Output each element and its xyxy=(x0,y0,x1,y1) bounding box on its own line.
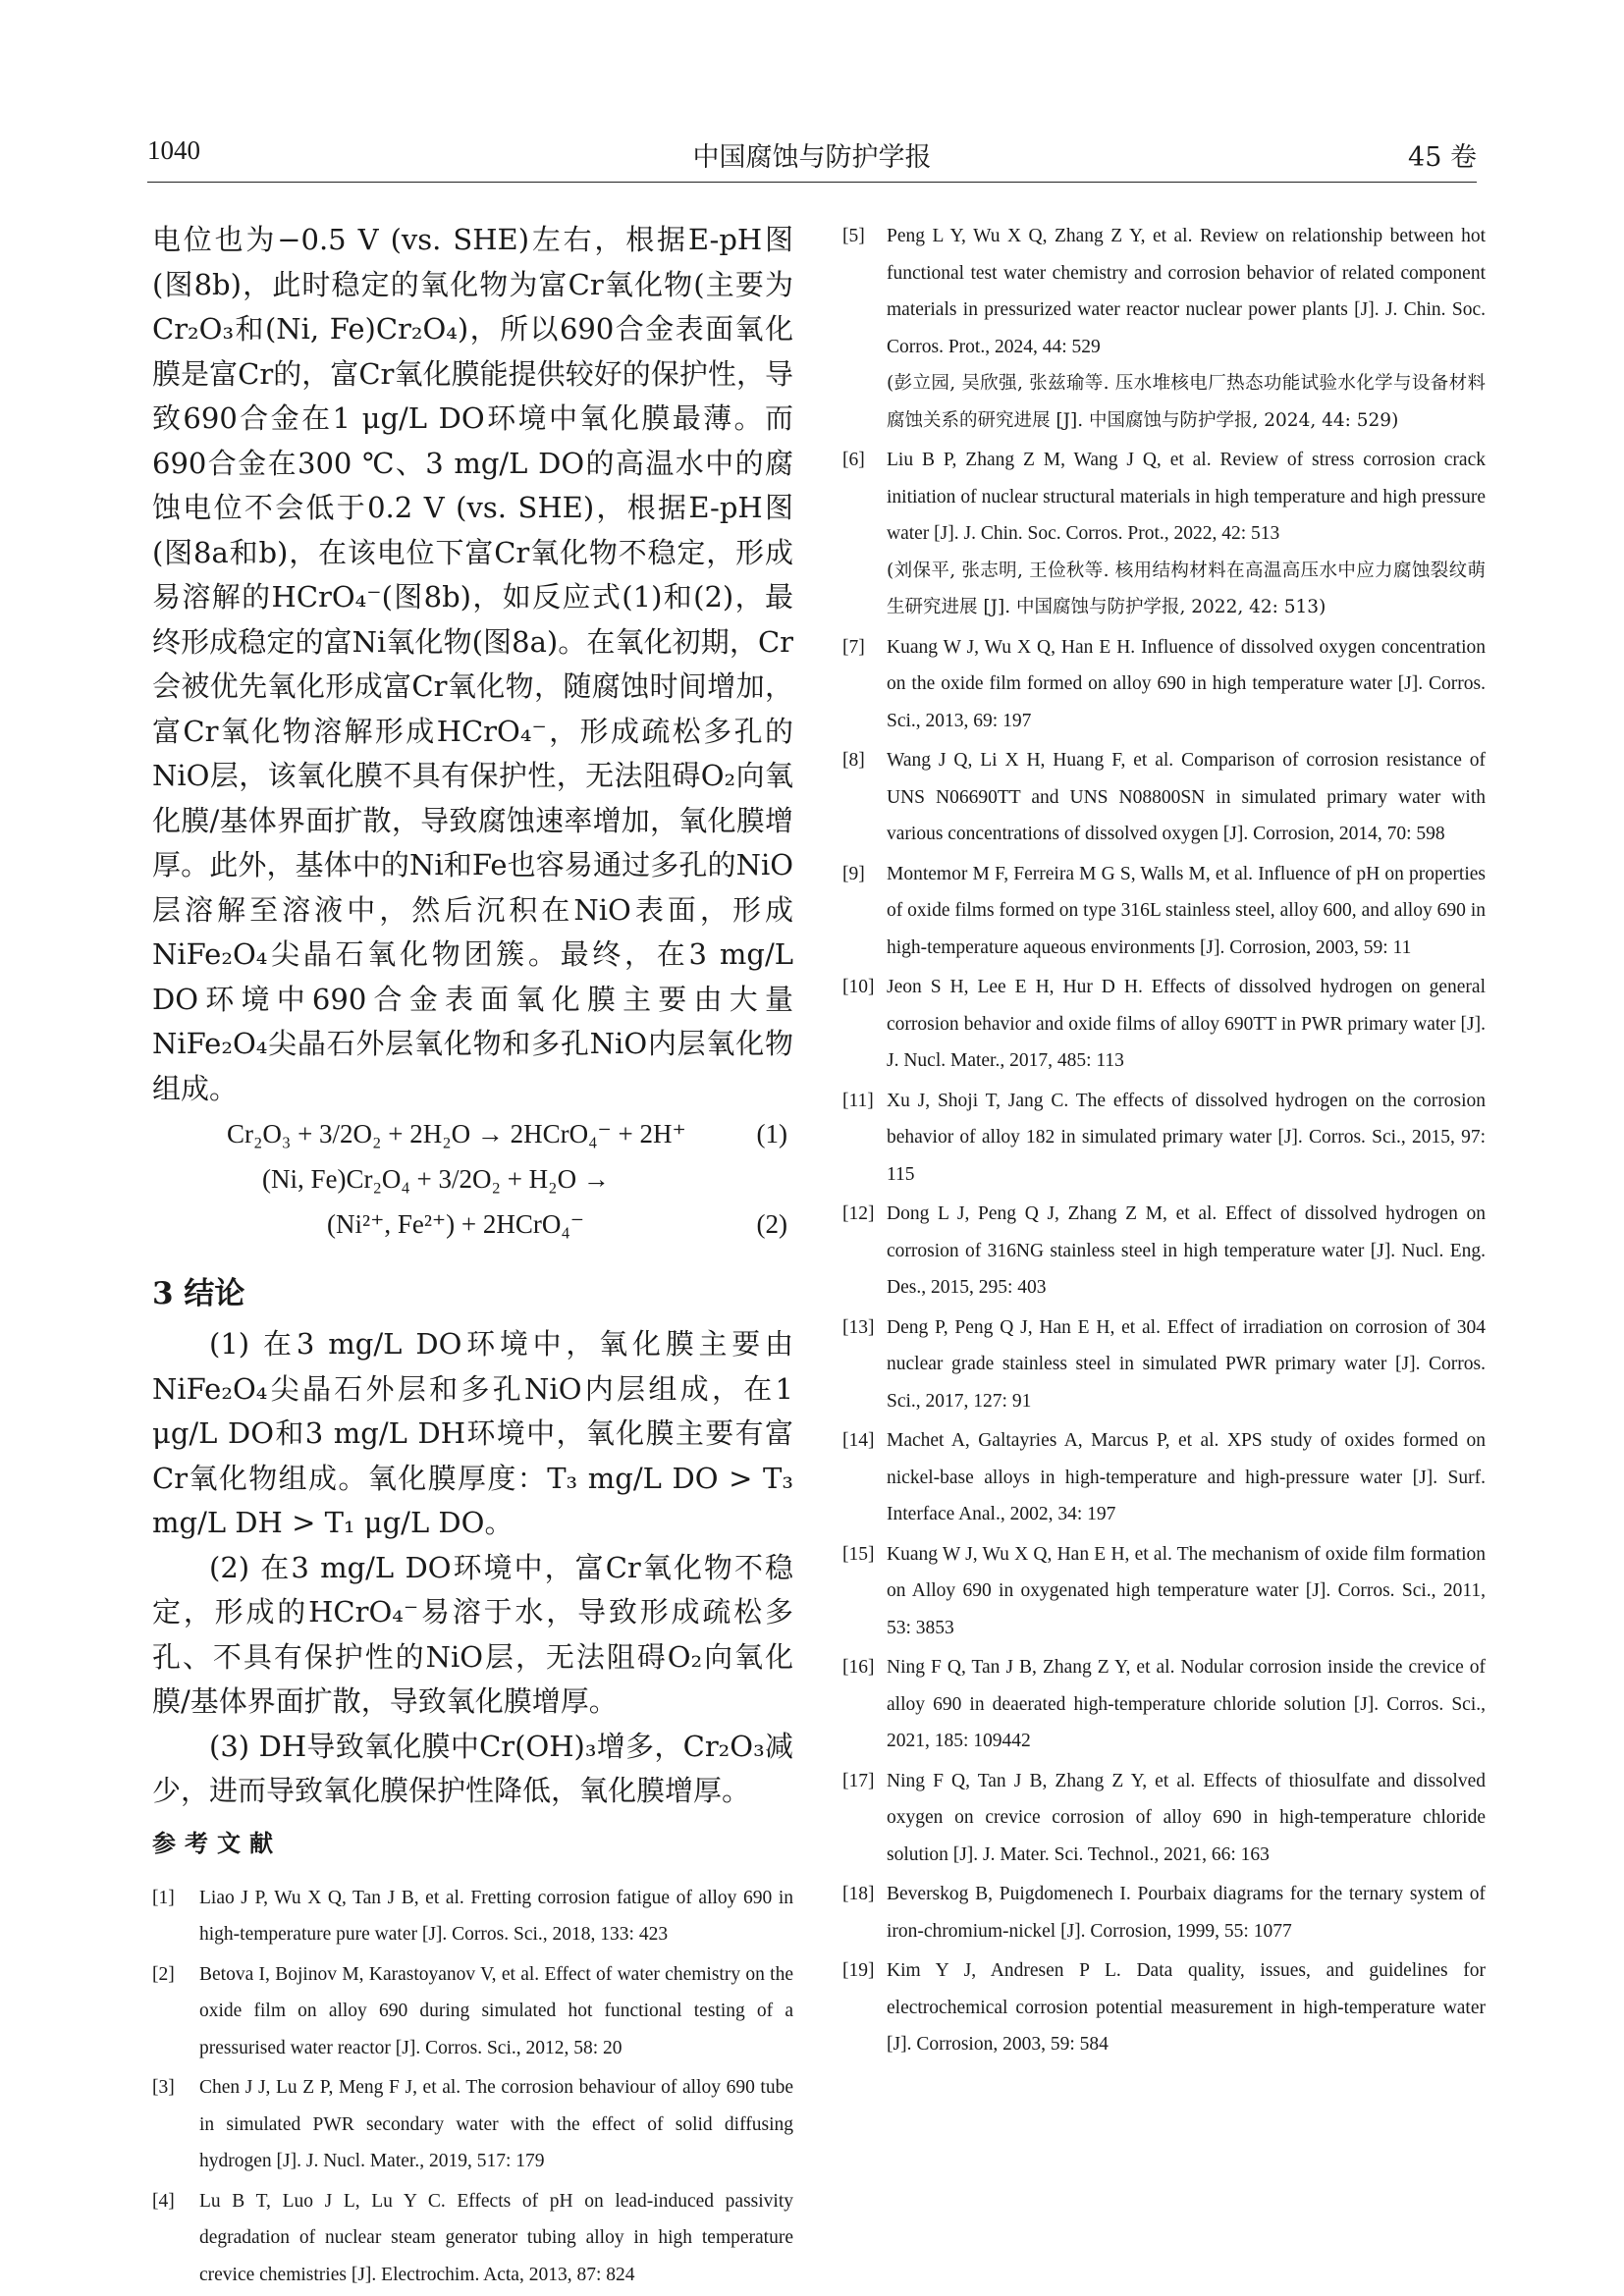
reference-item: [4] Lu B T, Luo J L, Lu Y C. Effects of pH on lead-induced passivity degradation of nuclear steam generator tubing alloy in high temperature crevice chemistries [J]. Electrochim. Acta, 2013, 87: 824 xyxy=(152,2190,793,2285)
equation-1-text: Cr₂O₃ + 3/2O₂ + 2H₂O → 2HCrO₄⁻ + 2H⁺ xyxy=(227,1119,686,1148)
reference-item: [8] Wang J Q, Li X H, Huang F, et al. Comparison of corrosion resistance of UNS N06690TT and UNS N08800SN in simulated primary water with various concentrations of dissolved oxygen [J]. Corrosion, 2014, 70: 598 xyxy=(842,750,1486,844)
page-number: 1040 xyxy=(147,135,200,165)
equation-2-line-2 xyxy=(152,1203,793,1249)
reference-item: [6] Liu B P, Zhang Z M, Wang J Q, et al. Review of stress corrosion crack initiation of nuclear structural materials in high temperature and high pressure water [J]. J. Chin. Soc. Corros. Prot., 2022, 42: 513 (刘保平, 张志明, 王俭秋等. 核用结构材料在高温高压水中应力腐蚀裂纹萌生研究进展 [J]. 中国腐蚀与防护学报, 2022, 42: 513) xyxy=(842,450,1486,617)
reference-list-left xyxy=(152,1880,793,2294)
reference-item: [13] Deng P, Peng Q J, Han E H, et al. Effect of irradiation on corrosion of 304 nuclear grade stainless steel in simulated PWR primary water [J]. Corros. Sci., 2017, 127: 91 xyxy=(842,1316,1486,1412)
reference-item: [5] Peng L Y, Wu X Q, Zhang Z Y, et al. Review on relationship between hot functional test water chemistry and corrosion behavior of related component materials in pressurized water reactor nuclear power plants [J]. J. Chin. Soc. Corros. Prot., 2024, 44: 529 (彭立园, 吴欣强, 张兹瑜等. 压水堆核电厂热态功能试验水化学与设备材料腐蚀关系的研究进展 [J]. 中国腐蚀与防护学报, 2024, 44: 529) xyxy=(842,226,1486,431)
reference-item: [17] Ning F Q, Tan J B, Zhang Z Y, et al. Effects of thiosulfate and dissolved oxygen on crevice corrosion of alloy 690 in high-temperature chloride solution [J]. J. Mater. Sci. Technol., 2021, 66: 163 xyxy=(842,1770,1486,1865)
equation-2-number: (2) xyxy=(756,1209,787,1239)
header-rule xyxy=(147,182,1477,183)
right-column xyxy=(842,218,1486,2066)
reference-item: [1] Liao J P, Wu X Q, Tan J B, et al. Fretting corrosion fatigue of alloy 690 in high-temperature pure water [J]. Corros. Sci., 2018, 133: 423 xyxy=(152,1887,793,1945)
reference-item: [18] Beverskog B, Puigdomenech I. Pourbaix diagrams for the ternary system of iron-chromium-nickel [J]. Corrosion, 1999, 55: 1077 xyxy=(842,1884,1486,1942)
body-paragraph: 电位也为−0.5 V (vs. SHE)左右，根据E-pH图(图8b)，此时稳定的氧化物为富Cr氧化物(主要为Cr₂O₃和(Ni, Fe)Cr₂O₄)，所以690合金表面氧化膜是富Cr的，富Cr氧化膜能提供较好的保护性，导致690合金在1 μg/L DO环境中氧化膜最薄。而690合金在300 ℃、3 mg/L DO的高温水中的腐蚀电位不会低于0.2 V (vs. SHE)，根据E-pH图(图8a和b)，在该电位下富Cr氧化物不稳定，形成易溶解的HCrO₄⁻(图8b)，如反应式(1)和(2)，最终形成稳定的富Ni氧化物(图8a)。在氧化初期，Cr会被优先氧化形成富Cr氧化物，随腐蚀时间增加，富Cr氧化物溶解形成HCrO₄⁻，形成疏松多孔的NiO层，该氧化膜不具有保护性，无法阻碍O₂向氧化膜/基体界面扩散，导致腐蚀速率增加，氧化膜增厚。此外，基体中的Ni和Fe也容易通过多孔的NiO层溶解至溶液中，然后沉积在NiO表面，形成NiFe₂O₄尖晶石氧化物团簇。最终，在3 mg/L DO环境中690合金表面氧化膜主要由大量NiFe₂O₄尖晶石外层氧化物和多孔NiO内层氧化物组成。 xyxy=(152,223,793,1105)
equation-1-number: (1) xyxy=(756,1119,787,1148)
reference-item: [15] Kuang W J, Wu X Q, Han E H, et al. The mechanism of oxide film formation on Alloy 690 in oxygenated high temperature water [J]. Corros. Sci., 2011, 53: 3853 xyxy=(842,1543,1486,1638)
conclusion-1: (1) 在3 mg/L DO环境中，氧化膜主要由NiFe₂O₄尖晶石外层和多孔NiO内层组成，在1 μg/L DO和3 mg/L DH环境中，氧化膜主要有富Cr氧化物组成。氧化膜厚度：T₃ mg/L DO > T₃ mg/L DH > T₁ μg/L DO。 xyxy=(152,1327,793,1539)
conclusion-3: (3) DH导致氧化膜中Cr(OH)₃增多，Cr₂O₃减少，进而导致氧化膜保护性降低，氧化膜增厚。 xyxy=(152,1729,793,1807)
journal-title: 中国腐蚀与防护学报 xyxy=(692,142,932,173)
page-header xyxy=(147,135,1477,175)
conclusion-2: (2) 在3 mg/L DO环境中，富Cr氧化物不稳定，形成的HCrO₄⁻易溶于水，导致形成疏松多孔、不具有保护性的NiO层，无法阻碍O₂向氧化膜/基体界面扩散，导致氧化膜增厚。 xyxy=(152,1550,793,1718)
reference-item: [9] Montemor M F, Ferreira M G S, Walls M, et al. Influence of pH on properties of oxide films formed on type 316L stainless steel, alloy 600, and alloy 690 in high-temperature aqueous environments [J]. Corrosion, 2003, 59: 11 xyxy=(842,863,1486,958)
reference-item: [2] Betova I, Bojinov M, Karastoyanov V, et al. Effect of water chemistry on the oxide film on alloy 690 during simulated hot functional testing of a pressurised water reactor [J]. Corros. Sci., 2012, 58: 20 xyxy=(152,1963,793,2058)
equation-2-text-b: (Ni²⁺, Fe²⁺) + 2HCrO₄⁻ xyxy=(327,1209,585,1239)
left-column xyxy=(152,218,793,2296)
section-heading: 3 结论 xyxy=(152,1276,245,1311)
reference-item: [3] Chen J J, Lu Z P, Meng F J, et al. The corrosion behaviour of alloy 690 tube in simulated PWR secondary water with the effect of solid diffusing hydrogen [J]. J. Nucl. Mater., 2019, 517: 179 xyxy=(152,2077,793,2171)
reference-item: [11] Xu J, Shoji T, Jang C. The effects of dissolved hydrogen on the corrosion behavior of alloy 182 in simulated primary water [J]. Corros. Sci., 2015, 97: 115 xyxy=(842,1090,1486,1185)
reference-item: [14] Machet A, Galtayries A, Marcus P, et al. XPS study of oxides formed on nickel-base alloys in high-temperature and high-pressure water [J]. Surf. Interface Anal., 2002, 34: 197 xyxy=(842,1430,1486,1524)
reference-item: [19] Kim Y J, Andresen P L. Data quality, issues, and guidelines for electrochemical corrosion potential measurement in high-temperature water [J]. Corrosion, 2003, 59: 584 xyxy=(842,1960,1486,2055)
reference-item: [7] Kuang W J, Wu X Q, Han E H. Influence of dissolved oxygen concentration on the oxide film formed on alloy 690 in high temperature water [J]. Corros. Sci., 2013, 69: 197 xyxy=(842,636,1486,731)
reference-item: [16] Ning F Q, Tan J B, Zhang Z Y, et al. Nodular corrosion inside the crevice of alloy 690 in deaerated high-temperature chloride solution [J]. Corros. Sci., 2021, 185: 109442 xyxy=(842,1657,1486,1751)
reference-item: [12] Dong L J, Peng Q J, Zhang Z M, et al. Effect of dissolved hydrogen on corrosion of 316NG stainless steel in high temperature water [J]. Nucl. Eng. Des., 2015, 295: 403 xyxy=(842,1203,1486,1298)
equation-2-text-a: (Ni, Fe)Cr₂O₄ + 3/2O₂ + H₂O → xyxy=(262,1164,610,1194)
equation-2-line-1 xyxy=(152,1158,793,1203)
volume-label: 45 卷 xyxy=(1408,142,1477,173)
references-heading: 参考文献 xyxy=(152,1828,282,1857)
equation-1 xyxy=(152,1113,793,1158)
reference-list-right xyxy=(842,218,1486,2063)
reference-item: [10] Jeon S H, Lee E H, Hur D H. Effects of dissolved hydrogen on general corrosion behavior and oxide films of alloy 690TT in PWR primary water [J]. J. Nucl. Mater., 2017, 485: 113 xyxy=(842,977,1486,1071)
